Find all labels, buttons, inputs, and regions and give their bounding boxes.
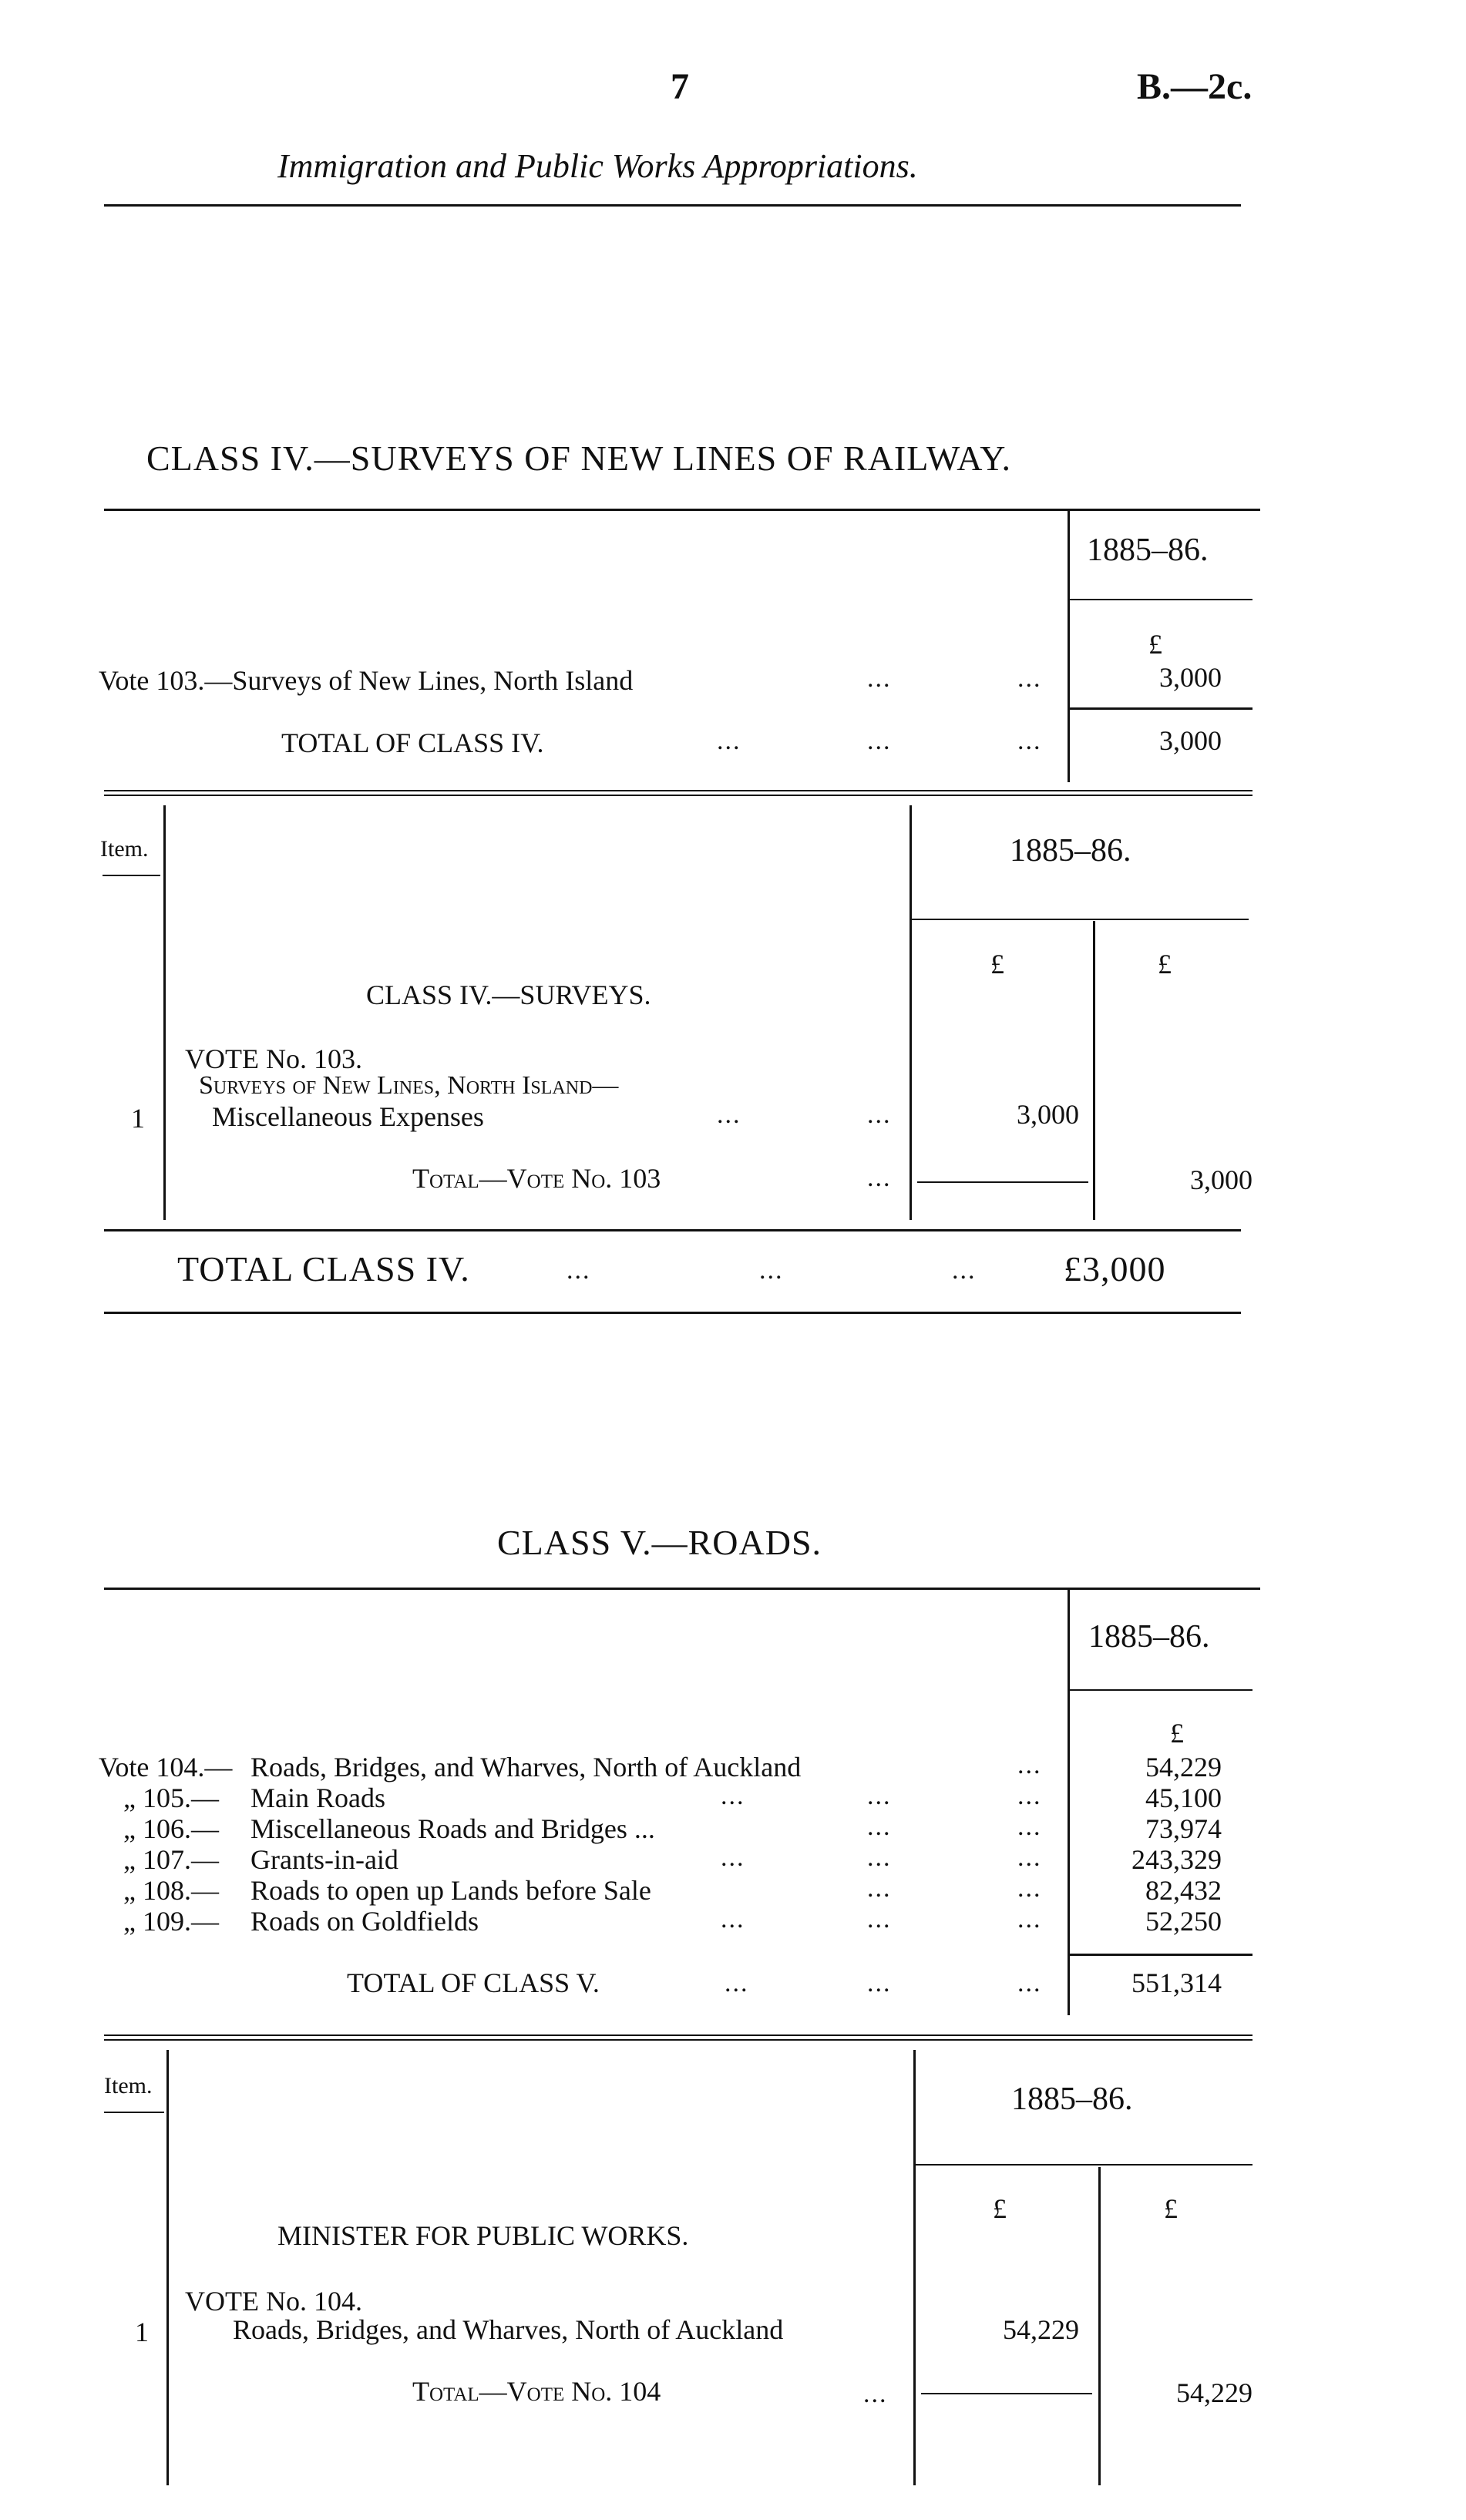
item-column-header: Item. [100, 836, 149, 862]
class5-vote-104-label: Roads, Bridges, and Wharves, North of Auckland [250, 1752, 802, 1782]
class4-detail-subheading: Surveys of New Lines, North Island— [199, 1071, 619, 1100]
item-column-header: Item. [104, 2073, 153, 2098]
class5-vote-107-label: Grants-in-aid [250, 1844, 398, 1875]
running-title: Immigration and Public Works Appropriations. [277, 147, 918, 185]
class5-vote-106-amount: 73,974 [1145, 1813, 1222, 1844]
leader-dots: ... [867, 1813, 892, 1841]
leader-dots: ... [1017, 1969, 1042, 1998]
class5-summary-sum-rule [1070, 1954, 1252, 1956]
currency-left: £ [990, 949, 1004, 979]
leader-dots: ... [1017, 1782, 1042, 1810]
class4-detail-year-rule [912, 919, 1249, 920]
class5-summary-total-label: TOTAL OF CLASS V. [347, 1967, 600, 1998]
class4-detail-vote-no: VOTE No. 103. [185, 1043, 362, 1074]
class4-summary-total-label: TOTAL OF CLASS IV. [281, 727, 544, 758]
amount-column-divider [913, 2050, 916, 2485]
class5-vote-109-amount: 52,250 [1145, 1906, 1222, 1937]
leader-dots: ... [867, 1100, 892, 1129]
class5-vote-104-amount: 54,229 [1145, 1752, 1222, 1782]
class5-summary-currency: £ [1170, 1718, 1184, 1749]
item-column-divider [166, 2050, 169, 2485]
class4-detail-vote-total-label: Total—Vote No. 103 [412, 1163, 661, 1194]
class5-detail-vote-no: VOTE No. 104. [185, 2286, 362, 2317]
class4-summary-vote-103: Vote 103.—Surveys of New Lines, North Island [99, 665, 634, 696]
amount-column-divider [910, 805, 912, 1220]
leader-dots: ... [1017, 1751, 1042, 1779]
class5-detail-item-amount: 54,229 [1003, 2314, 1079, 2345]
leader-dots: ... [725, 1969, 749, 1998]
leader-dots: ... [867, 1905, 892, 1934]
class5-summary-year-rule [1070, 1689, 1252, 1691]
document-reference: B.—2c. [1137, 66, 1252, 107]
class4-summary-title: CLASS IV.—SURVEYS OF NEW LINES OF RAILWAY. [146, 438, 1012, 478]
class4-summary-currency: £ [1148, 629, 1162, 660]
leader-dots: ... [1017, 727, 1042, 755]
double-rule [104, 795, 1252, 796]
class5-vote-106-label: Miscellaneous Roads and Bridges ... [250, 1813, 655, 1844]
header-rule [104, 204, 1241, 207]
leader-dots: ... [721, 1905, 745, 1934]
class5-summary-column-divider [1068, 1588, 1070, 2015]
page-number: 7 [671, 66, 689, 107]
class4-summary-total-amount: 3,000 [1159, 725, 1222, 756]
class5-summary-title: CLASS V.—ROADS. [497, 1523, 822, 1562]
class5-summary-year: 1885–86. [1088, 1619, 1210, 1655]
class4-summary-year-rule [1070, 599, 1252, 600]
amount-subcolumn-divider [1098, 2167, 1101, 2485]
leader-dots: ... [867, 727, 892, 755]
class4-summary-sum-rule [1070, 707, 1252, 710]
leader-dots: ... [867, 664, 892, 693]
class5-vote-109-prefix: „ 109.— [123, 1906, 219, 1937]
class4-summary-column-divider [1068, 509, 1070, 782]
class4-grand-total-label: TOTAL CLASS IV. [177, 1249, 470, 1289]
class4-detail-item-amount: 3,000 [1017, 1099, 1079, 1130]
double-rule [104, 2039, 1252, 2041]
double-rule [104, 790, 1252, 791]
class4-detail-year: 1885–86. [1010, 833, 1131, 869]
class5-vote-108-label: Roads to open up Lands before Sale [250, 1875, 651, 1906]
leader-dots: ... [867, 1164, 892, 1192]
class5-vote-108-amount: 82,432 [1145, 1875, 1222, 1906]
leader-dots: ... [759, 1256, 784, 1285]
class4-detail-heading: CLASS IV.—SURVEYS. [366, 979, 651, 1010]
class4-detail-vote-total-amount: 3,000 [1190, 1164, 1252, 1195]
leader-dots: ... [721, 1843, 745, 1872]
leader-dots: ... [717, 1100, 741, 1129]
item-header-rule [104, 2112, 164, 2113]
leader-dots: ... [721, 1782, 745, 1810]
class5-vote-105-label: Main Roads [250, 1782, 385, 1813]
item-column-divider [163, 805, 166, 1220]
currency-right: £ [1158, 949, 1172, 979]
amount-subcolumn-divider [1093, 921, 1095, 1220]
class5-detail-heading: MINISTER FOR PUBLIC WORKS. [277, 2220, 689, 2251]
class4-detail-item-label: Miscellaneous Expenses [212, 1101, 484, 1132]
class5-vote-104-prefix: Vote 104.— [99, 1752, 233, 1782]
class5-vote-105-amount: 45,100 [1145, 1782, 1222, 1813]
leader-dots: ... [1017, 1874, 1042, 1903]
class5-vote-107-amount: 243,329 [1131, 1844, 1222, 1875]
leader-dots: ... [867, 1969, 892, 1998]
leader-dots: ... [1017, 1843, 1042, 1872]
class5-detail-year-rule [916, 2164, 1252, 2166]
class4-summary-top-rule [104, 509, 1260, 511]
class4-detail-sum-rule [917, 1181, 1088, 1183]
leader-dots: ... [867, 1782, 892, 1810]
class4-detail-item-number: 1 [131, 1103, 145, 1134]
class5-summary-total-amount: 551,314 [1131, 1967, 1222, 1998]
class4-summary-vote-103-amount: 3,000 [1159, 662, 1222, 693]
class5-vote-108-prefix: „ 108.— [123, 1875, 219, 1906]
class5-detail-vote-total-amount: 54,229 [1176, 2377, 1252, 2408]
leader-dots: ... [567, 1256, 591, 1285]
class5-summary-top-rule [104, 1588, 1260, 1590]
class4-grand-total-amount: £3,000 [1064, 1249, 1166, 1289]
class4-grand-total-rule [104, 1312, 1241, 1314]
class5-detail-item-label: Roads, Bridges, and Wharves, North of Auckland [233, 2314, 784, 2345]
leader-dots: ... [867, 1874, 892, 1903]
leader-dots: ... [717, 727, 741, 755]
leader-dots: ... [867, 1843, 892, 1872]
currency-left: £ [993, 2193, 1007, 2224]
class5-vote-109-label: Roads on Goldfields [250, 1906, 479, 1937]
currency-right: £ [1164, 2193, 1178, 2224]
leader-dots: ... [1017, 1905, 1042, 1934]
class5-vote-107-prefix: „ 107.— [123, 1844, 219, 1875]
class5-vote-105-prefix: „ 105.— [123, 1782, 219, 1813]
class5-detail-vote-total-label: Total—Vote No. 104 [412, 2376, 661, 2407]
class5-detail-year: 1885–86. [1011, 2082, 1133, 2117]
leader-dots: ... [952, 1256, 977, 1285]
leader-dots: ... [863, 2380, 888, 2408]
class5-detail-item-number: 1 [135, 2317, 149, 2347]
class5-vote-106-prefix: „ 106.— [123, 1813, 219, 1844]
item-header-rule [103, 875, 160, 876]
leader-dots: ... [1017, 664, 1042, 693]
double-rule [104, 2034, 1252, 2036]
class5-detail-sum-rule [921, 2393, 1092, 2394]
class4-summary-year: 1885–86. [1087, 533, 1209, 568]
leader-dots: ... [1017, 1813, 1042, 1841]
class4-detail-bottom-rule [104, 1229, 1241, 1231]
